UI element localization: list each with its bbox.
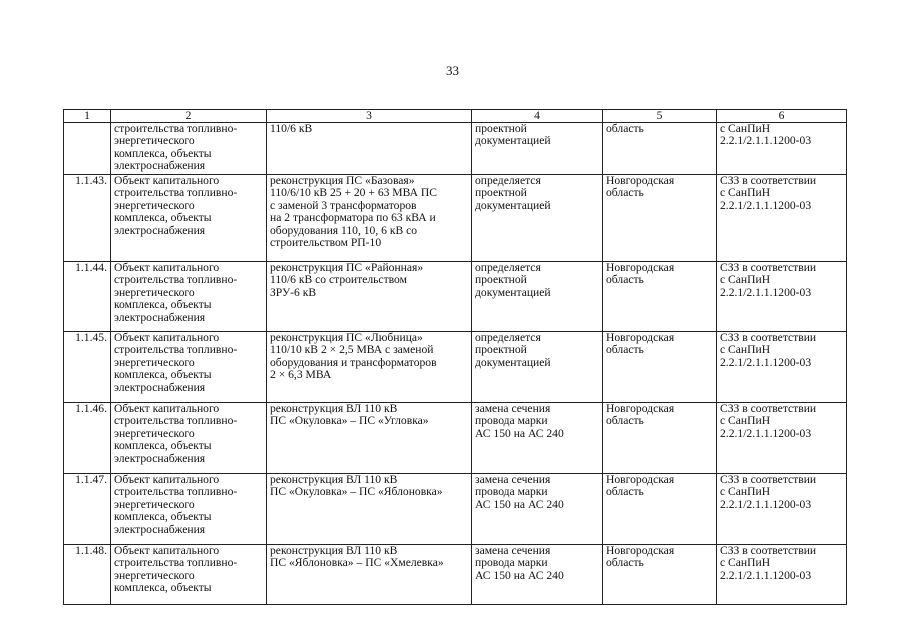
page-number: 33 [446, 63, 459, 78]
registry-table [63, 109, 847, 605]
note-cell: определяется проектной документацией [472, 332, 603, 403]
object-cell: Объект капитального строительства топливно- энергетического комплекса, объекты электроснабжения [111, 332, 267, 403]
object-cell: Объект капитального строительства топливно- энергетического комплекса, объекты [111, 545, 267, 605]
region-cell: Новгородская область [603, 545, 717, 605]
row-number: 1.1.45. [64, 332, 111, 403]
table-header-row [64, 110, 847, 123]
region-cell: Новгородская область [603, 175, 717, 262]
zone-cell: СЗЗ в соответствии с СанПиН 2.2.1/2.1.1.1200-03 [717, 545, 847, 605]
description-cell: реконструкция ПС «Любница» 110/10 кВ 2 × 2,5 МВА с заменой оборудования и трансформаторов 2 × 6,3 МВА [267, 332, 472, 403]
row-number: 1.1.48. [64, 545, 111, 605]
row-number: 1.1.47. [64, 474, 111, 545]
column-header: 5 [603, 110, 717, 123]
zone-cell: СЗЗ в соответствии с СанПиН 2.2.1/2.1.1.1200-03 [717, 474, 847, 545]
zone-cell: СЗЗ в соответствии с СанПиН 2.2.1/2.1.1.1200-03 [717, 403, 847, 474]
note-cell: проектной документацией [472, 123, 603, 175]
column-header: 1 [64, 110, 111, 123]
table-row [64, 474, 847, 545]
region-cell: область [603, 123, 717, 175]
description-cell: реконструкция ВЛ 110 кВ ПС «Яблоновка» – ПС «Хмелевка» [267, 545, 472, 605]
table-row [64, 123, 847, 175]
zone-cell: СЗЗ в соответствии с СанПиН 2.2.1/2.1.1.1200-03 [717, 262, 847, 332]
region-cell: Новгородская область [603, 262, 717, 332]
row-number: 1.1.46. [64, 403, 111, 474]
column-header: 3 [267, 110, 472, 123]
table-row [64, 332, 847, 403]
table-row [64, 262, 847, 332]
object-cell: Объект капитального строительства топливно- энергетического комплекса, объекты электроснабжения [111, 474, 267, 545]
region-cell: Новгородская область [603, 332, 717, 403]
row-number: 1.1.44. [64, 262, 111, 332]
row-number: 1.1.43. [64, 175, 111, 262]
object-cell: строительства топливно- энергетического комплекса, объекты электроснабжения [111, 123, 267, 175]
table-row [64, 545, 847, 605]
row-number [64, 123, 111, 175]
zone-cell: СЗЗ в соответствии с СанПиН 2.2.1/2.1.1.1200-03 [717, 175, 847, 262]
object-cell: Объект капитального строительства топливно- энергетического комплекса, объекты электроснабжения [111, 262, 267, 332]
note-cell: замена сечения провода марки АС 150 на АС 240 [472, 474, 603, 545]
note-cell: замена сечения провода марки АС 150 на АС 240 [472, 545, 603, 605]
description-cell: реконструкция ВЛ 110 кВ ПС «Окуловка» – ПС «Яблоновка» [267, 474, 472, 545]
object-cell: Объект капитального строительства топливно- энергетического комплекса, объекты электроснабжения [111, 403, 267, 474]
region-cell: Новгородская область [603, 403, 717, 474]
description-cell: 110/6 кВ [267, 123, 472, 175]
column-header: 4 [472, 110, 603, 123]
description-cell: реконструкция ПС «Районная» 110/6 кВ со строительством ЗРУ-6 кВ [267, 262, 472, 332]
table-row [64, 175, 847, 262]
description-cell: реконструкция ПС «Базовая» 110/6/10 кВ 25 + 20 + 63 МВА ПС с заменой 3 трансформаторов на 2 трансформатора по 63 кВА и оборудования 110, 10, 6 кВ со строительством РП-10 [267, 175, 472, 262]
region-cell: Новгородская область [603, 474, 717, 545]
note-cell: замена сечения провода марки АС 150 на АС 240 [472, 403, 603, 474]
object-cell: Объект капитального строительства топливно- энергетического комплекса, объекты электроснабжения [111, 175, 267, 262]
column-header: 6 [717, 110, 847, 123]
zone-cell: СЗЗ в соответствии с СанПиН 2.2.1/2.1.1.1200-03 [717, 332, 847, 403]
description-cell: реконструкция ВЛ 110 кВ ПС «Окуловка» – ПС «Угловка» [267, 403, 472, 474]
column-header: 2 [111, 110, 267, 123]
note-cell: определяется проектной документацией [472, 175, 603, 262]
note-cell: определяется проектной документацией [472, 262, 603, 332]
zone-cell: с СанПиН 2.2.1/2.1.1.1200-03 [717, 123, 847, 175]
table-row [64, 403, 847, 474]
